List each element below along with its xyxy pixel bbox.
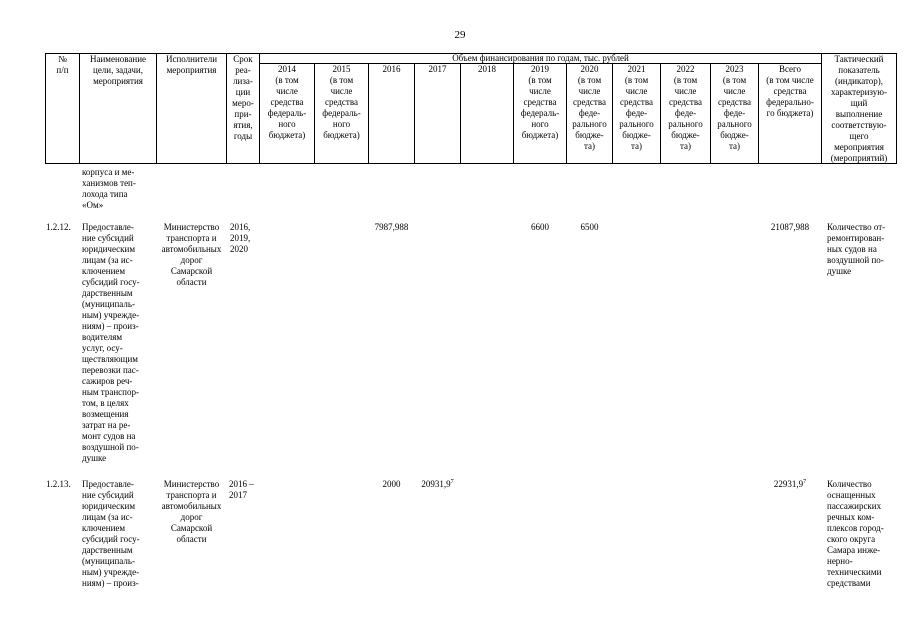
col-border [896, 53, 897, 164]
row-1-2-12-term: 2016, 2019, 2020 [230, 222, 251, 254]
cont-name-cell: корпуса и ме- ханизмов теп- лохода типа «Ом» [82, 167, 136, 210]
header-num: № п/п [56, 54, 69, 75]
row-1-2-13-value-2017 [413, 479, 462, 490]
row-1-2-13-term: 2016 – 2017 [229, 479, 254, 500]
total-number: 22931,9 [773, 479, 804, 489]
header-year-2022: 2022 (в том числе средства феде- рального бюдже- та) [668, 64, 703, 151]
row-1-2-13-name: Предоставле- ние субсидий юридическим лицам (за ис- ключением субсидий госу- дарственным (муниципаль- ным) учрежде- ниям) – произ- [82, 479, 140, 588]
row-1-2-13-total [759, 479, 821, 490]
header-term: Срок реа- лиза- ции меро- при- ятия, годы [232, 54, 254, 141]
col-border [460, 63, 461, 164]
header-year-2019: 2019 (в том числе средства федераль- ного бюджета) [520, 64, 560, 140]
header-indicator: Тактический показатель (индикатор), характеризую- щий выполнение соответствую- щего мероприятия (мероприятий) [830, 54, 888, 163]
row-1-2-13-indicator: Количество оснащенных пассажирских речных ком- плексов город- ского округа Самара инже- нерно- техническими средствами [827, 479, 884, 588]
row-1-2-13-executor: Министерство транспорта и автомобильных дорог Самарской области [161, 479, 222, 544]
header-executors: Исполнители мероприятия [165, 54, 218, 75]
header-year-2015: 2015 (в том числе средства федераль- ного бюджета) [322, 64, 361, 140]
row-1-2-12-value-2016: 7987,988 [374, 222, 409, 232]
header-bottom-border [45, 163, 896, 164]
row-1-2-12-num: 1.2.12. [46, 222, 71, 232]
header-year-2018: 2018 [478, 64, 496, 74]
page-number: 29 [454, 29, 466, 41]
row-1-2-12-value-2020: 6500 [580, 222, 599, 232]
header-year-2021: 2021 (в том числе средства феде- рального бюдже- та) [619, 64, 654, 151]
row-1-2-12-executor: Министерство транспорта и автомобильных дорог Самарской области [161, 222, 222, 287]
value-2017-number: 20931,9 [421, 479, 451, 489]
row-1-2-13-value-2016: 2000 [382, 479, 401, 489]
col-border [414, 63, 415, 164]
value-2017-footnote-mark: 7 [450, 479, 454, 485]
header-year-2020: 2020 (в том числе средства феде- рального бюдже- та) [572, 64, 607, 151]
header-year-2017: 2017 [428, 64, 447, 74]
col-border [368, 63, 369, 164]
row-1-2-12-total: 21087,988 [770, 222, 810, 232]
header-total: Всего (в том числе средства федерально- го бюджета) [766, 64, 814, 118]
header-name: Наименование цели, задачи, мероприятия [89, 54, 147, 86]
header-year-2023: 2023 (в том числе средства феде- рального бюдже- та) [717, 64, 752, 151]
header-year-2014: 2014 (в том числе средства федераль- ного бюджета) [267, 64, 307, 140]
row-1-2-12-name: Предоставле- ние субсидий юридическим лицам (за ис- ключением субсидий госу- дарственным (муниципаль- ным) учрежде- ниям) – произ- водителям услуг, осу- ществляющим перевозки пас- сажиров реч- ным транспор- том, в целях возмещения затрат на ре- монт судов на воздушной по- душке [82, 222, 140, 463]
row-1-2-13-num: 1.2.13. [46, 479, 71, 489]
row-1-2-12-value-2019: 6600 [531, 222, 549, 232]
header-year-2016: 2016 [382, 64, 401, 74]
header-funding-group: Объем финансирования по годам, тыс. рублей [452, 53, 629, 63]
row-1-2-12-indicator: Количество от- ремонтирован- ных судов на воздушной по- душке [827, 222, 886, 276]
total-footnote-mark: 7 [803, 479, 807, 485]
